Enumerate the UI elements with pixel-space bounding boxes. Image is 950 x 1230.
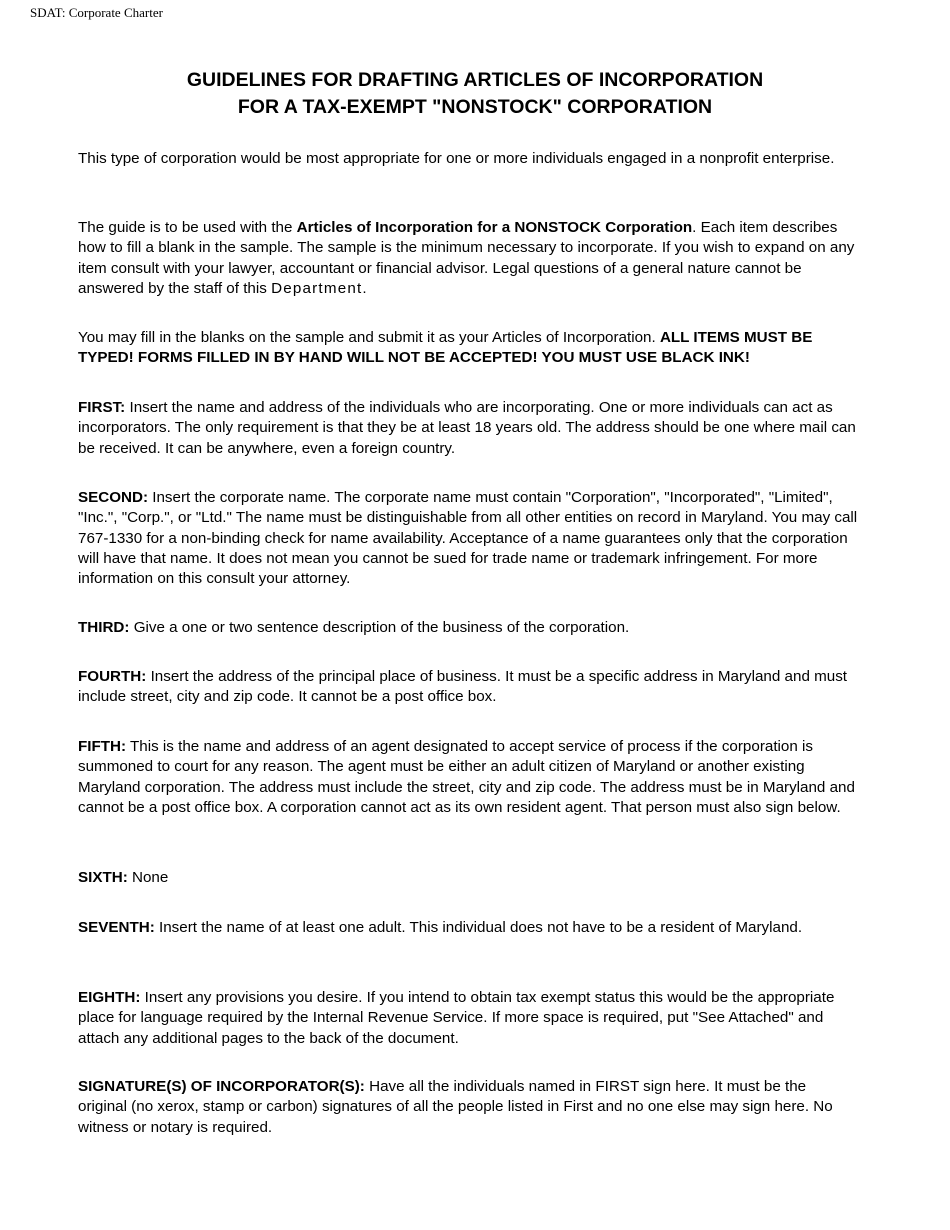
fill-in-paragraph: [78, 328, 858, 369]
section-sixth: [78, 868, 858, 888]
typed-warning: ALL ITEMS MUST BE TYPED! FORMS FILLED IN BY HAND WILL NOT BE ACCEPTED! YOU MUST USE BLACK INK!: [78, 329, 813, 367]
title-line-2: FOR A TAX-EXEMPT "NONSTOCK" CORPORATION: [237, 96, 713, 118]
section-label: FIRST:: [78, 399, 126, 416]
running-header: SDAT: Corporate Charter: [30, 5, 163, 20]
guide-text-after: . Each item describes how to fill a blank in the sample. The sample is the minimum necessary to incorporate. If you wish to expand on any item consult with your lawyer, accountant or financial advisor. Legal questions of a general nature cannot be answered by the staff of this: [78, 219, 855, 297]
section-label: FIFTH:: [78, 738, 127, 755]
section-first: [78, 398, 858, 459]
section-label: SEVENTH:: [78, 919, 155, 936]
section-text: Have all the individuals named in FIRST sign here. It must be the original (no xerox, stamp or carbon) signatures of all the people listed in First and no one else may sign here. No witness or notary is required.: [78, 1078, 833, 1136]
guide-text-end: .: [362, 279, 367, 297]
section-third: [78, 618, 858, 638]
section-second: [78, 488, 858, 589]
section-text: Insert any provisions you desire. If you intend to obtain tax exempt status this would be the appropriate place for language required by the Internal Revenue Service. If more space is required, put "See Attached" and attach any additional pages to the back of the document.: [78, 989, 835, 1047]
section-text: This is the name and address of an agent designated to accept service of process if the corporation is summoned to court for any reason. The agent must be either an adult citizen of Maryland or another existing Maryland corporation. The address must include the street, city and zip code. The address must be in Maryland and cannot be a post office box. A corporation cannot act as its own resident agent. That person must also sign below.: [78, 738, 855, 816]
section-label: FOURTH:: [78, 668, 147, 685]
section-text: Insert the name and address of the individuals who are incorporating. One or more individuals can act as incorporators. The only requirement is that they be at least 18 years old. The address should be one where mail can be received. It can be anywhere, even a foreign country.: [78, 399, 856, 457]
section-text: None: [127, 869, 169, 886]
section-text: Insert the corporate name. The corporate name must contain "Corporation", "Incorporated", "Limited", "Inc.", "Corp.", or "Ltd." The name must be distinguishable from all other entities on record in Maryland. You may call 767-1330 for a non-binding check for name availability. Acceptance of a name guarantees only that the corporation will have that name. It does not mean you cannot be sued for trade name or trademark infringement. For more information on this consult your attorney.: [78, 489, 858, 588]
articles-reference: Articles of Incorporation for a NONSTOCK Corporation: [296, 219, 693, 236]
section-label: SECOND:: [78, 489, 149, 506]
document-title: [0, 67, 950, 121]
section-label: EIGHTH:: [78, 989, 141, 1006]
section-fourth: [78, 667, 858, 708]
intro-paragraph: This type of corporation would be most appropriate for one or more individuals engaged in a nonprofit enterprise.: [78, 150, 835, 167]
section-label: THIRD:: [78, 619, 130, 636]
section-seventh: [78, 918, 858, 938]
department-word: Department: [271, 279, 363, 297]
section-text: Give a one or two sentence description of the business of the corporation.: [129, 619, 630, 636]
title-line-1: GUIDELINES FOR DRAFTING ARTICLES OF INCORPORATION: [186, 69, 764, 91]
guide-paragraph: [78, 218, 858, 299]
section-text: Insert the address of the principal place of business. It must be a specific address in Maryland and must include street, city and zip code. It cannot be a post office box.: [78, 668, 848, 706]
section-eighth: [78, 988, 858, 1049]
section-label: SIGNATURE(S) OF INCORPORATOR(S):: [78, 1078, 365, 1095]
section-fifth: [78, 737, 858, 818]
section-label: SIXTH:: [78, 869, 128, 886]
section-text: Insert the name of at least one adult. This individual does not have to be a resident of Maryland.: [154, 919, 803, 936]
section-signatures: [78, 1077, 858, 1138]
fill-in-text: You may fill in the blanks on the sample and submit it as your Articles of Incorporation.: [78, 329, 660, 346]
guide-text-before: The guide is to be used with the: [78, 219, 297, 236]
